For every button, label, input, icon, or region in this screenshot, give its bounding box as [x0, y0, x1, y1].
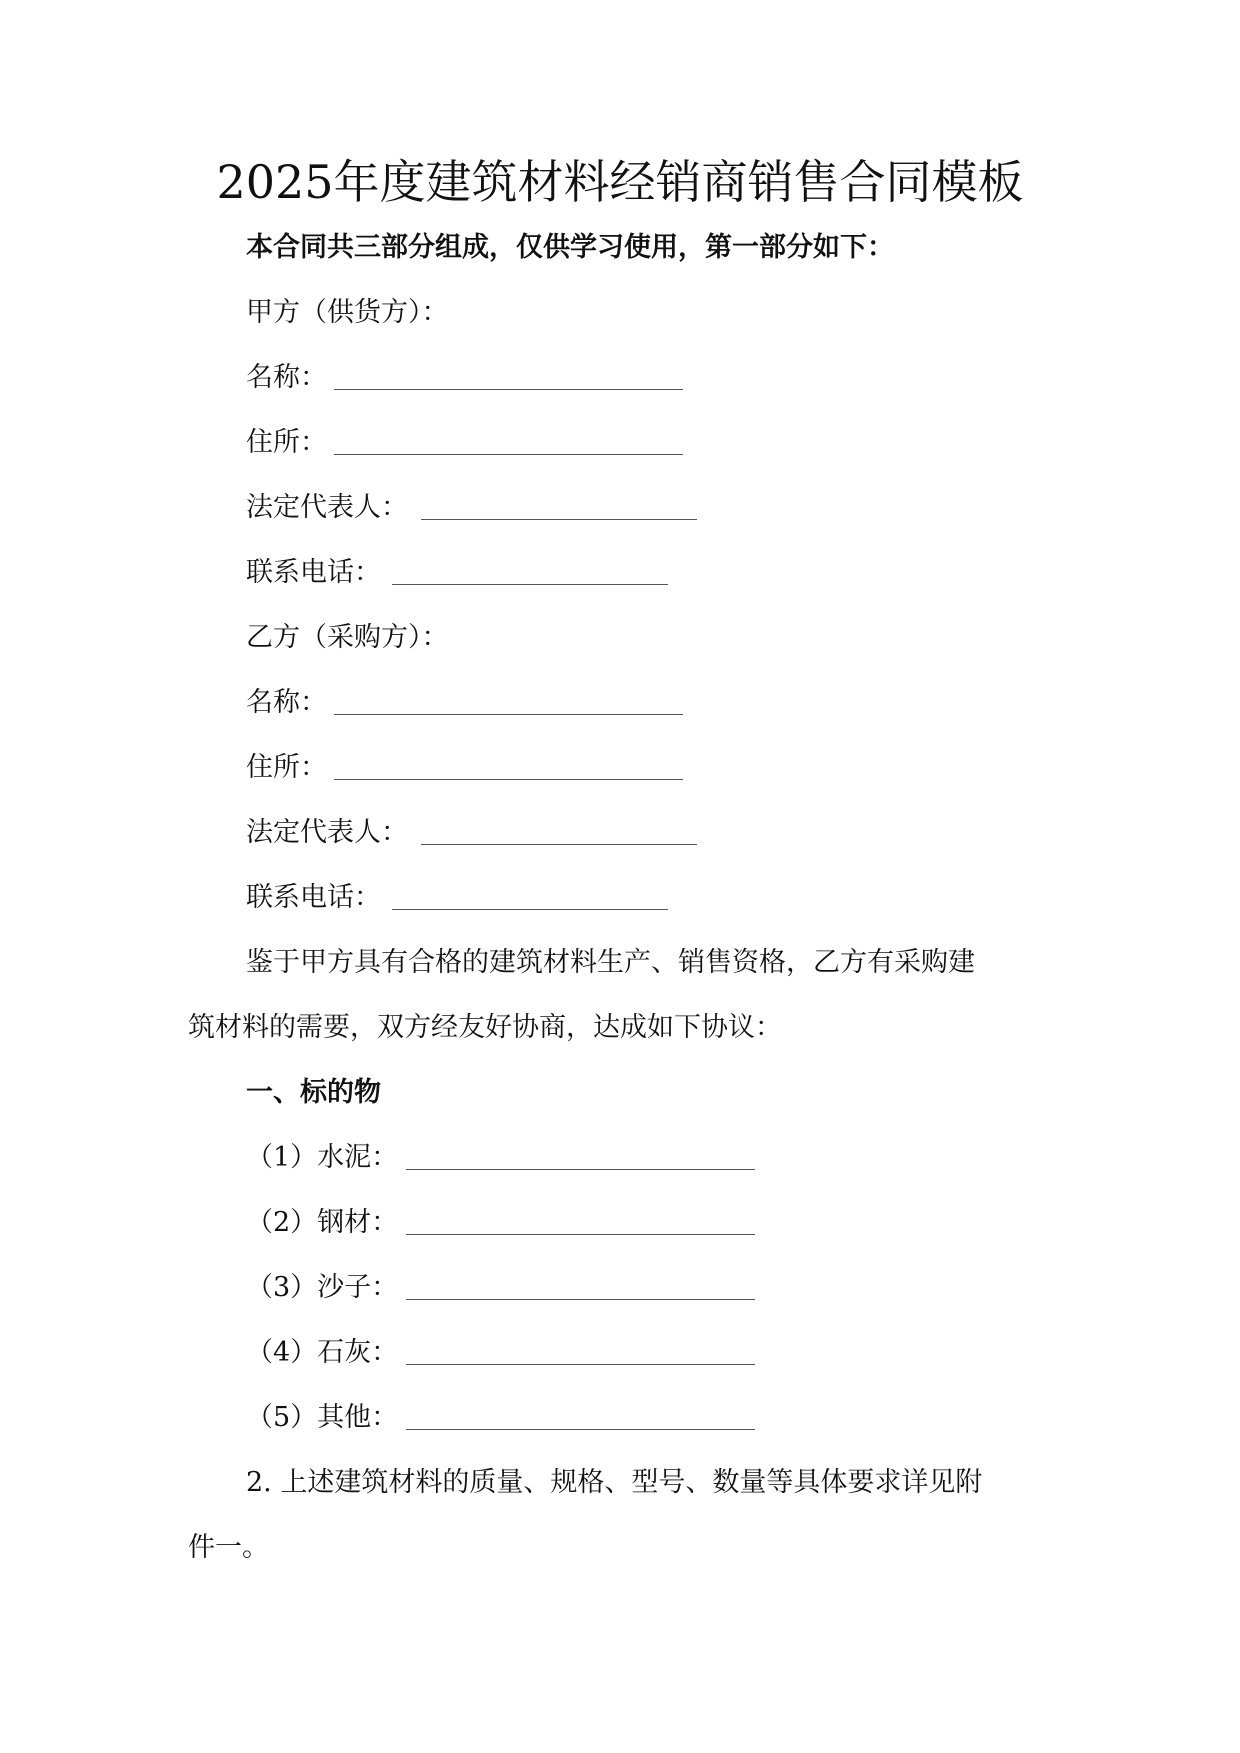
item-sand-field[interactable] [406, 1299, 755, 1300]
party-b-phone-field[interactable] [392, 909, 668, 910]
item-sand-label: （3）沙子： [246, 1272, 399, 1303]
party-a-phone-field[interactable] [392, 584, 668, 585]
party-b-name-field[interactable] [334, 714, 683, 715]
party-b-phone-label: 联系电话： [246, 882, 381, 913]
item-steel-field[interactable] [406, 1234, 755, 1235]
preamble-line-1: 鉴于甲方具有合格的建筑材料生产、销售资格，乙方有采购建 [246, 947, 975, 978]
page-title: 2025年度建筑材料经销商销售合同模板 [216, 155, 1024, 209]
party-b-heading: 乙方（采购方）： [246, 622, 449, 653]
item-lime-field[interactable] [406, 1364, 755, 1365]
item-cement-label: （1）水泥： [246, 1142, 399, 1173]
party-b-legal-rep-field[interactable] [421, 844, 697, 845]
party-a-address-label: 住所： [246, 427, 327, 458]
item-other-field[interactable] [406, 1429, 755, 1430]
party-a-name-field[interactable] [334, 389, 683, 390]
item-other-label: （5）其他： [246, 1402, 399, 1433]
party-a-heading: 甲方（供货方）： [246, 297, 449, 328]
party-a-phone-label: 联系电话： [246, 557, 381, 588]
section-1-heading: 一、标的物 [246, 1077, 381, 1108]
clause-2-line-2: 件一。 [188, 1532, 269, 1563]
party-b-address-field[interactable] [334, 779, 683, 780]
party-a-legal-rep-label: 法定代表人： [246, 492, 408, 523]
preamble-line-2: 筑材料的需要，双方经友好协商，达成如下协议： [188, 1012, 782, 1043]
party-b-address-label: 住所： [246, 752, 327, 783]
party-a-address-field[interactable] [334, 454, 683, 455]
item-lime-label: （4）石灰： [246, 1337, 399, 1368]
clause-2-line-1: 2. 上述建筑材料的质量、规格、型号、数量等具体要求详见附 [246, 1467, 983, 1498]
party-b-legal-rep-label: 法定代表人： [246, 817, 408, 848]
party-a-name-label: 名称： [246, 362, 327, 393]
item-cement-field[interactable] [406, 1169, 755, 1170]
item-steel-label: （2）钢材： [246, 1207, 399, 1238]
party-b-name-label: 名称： [246, 687, 327, 718]
intro-note: 本合同共三部分组成，仅供学习使用，第一部分如下： [246, 232, 894, 263]
party-a-legal-rep-field[interactable] [421, 519, 697, 520]
